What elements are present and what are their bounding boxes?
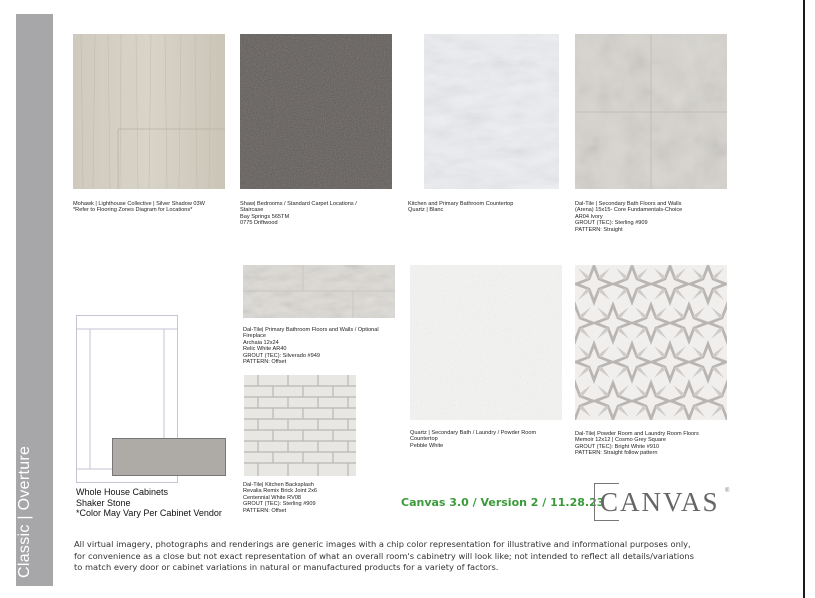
secondary-quartz-caption: Quartz | Secondary Bath / Laundry / Powder Room Countertop Pebble White [410,430,537,449]
canvas-logo [594,483,730,520]
flooring-caption: Mohawk | Lighthouse Collective | Silver Shadow 03W *Refer to Flooring Zones Diagram for Locations* [73,201,205,214]
version-label: Canvas 3.0 / Version 2 / 11.28.23 [401,496,605,509]
countertop-caption: Kitchen and Primary Bathroom Countertop Quartz | Blanc [408,201,514,214]
primary-bath-floor-caption: Dal-Tile| Primary Bathroom Floors and Walls / Optional Fireplace Archaia 12x24 Relic White AR40 GROUT (TEC): Silverado #949 PATTERN: Offset [243,327,379,366]
powder-room-floor-caption: Dal-Tile| Powder Room and Laundry Room Floors Memoir 12x12 | Cosmo Grey Square GROUT (TEC): Bright White #910 PATTERN: Straight follow pattern [575,431,699,457]
page-border [803,0,805,598]
powder-room-floor-swatch [575,265,727,420]
primary-bath-floor-swatch [243,265,395,318]
logo-trademark: ® [725,488,730,494]
flooring-swatch [73,34,225,189]
countertop-swatch [424,34,559,189]
collection-title: Classic | Overture [16,445,33,578]
logo-text: CANVAS [600,487,720,517]
kitchen-backsplash-swatch [244,375,356,476]
kitchen-backsplash-caption: Dal-Tile| Kitchen Backsplash Revalia Remix Brick Joint 2x6 Centennial White RV08 GROUT (TEC): Sterling #909 PATTERN: Offset [243,482,317,514]
disclaimer-text: All virtual imagery, photographs and renderings are generic images with a chip color representation for illustrative and informational purposes only, for convenience as a close but not exact representation of what an overall room's cabinetry will look like; not intended to reflect all details/variations to match every door or cabinet variations in natural or manufactured products for a variety of factors. [74,539,694,572]
carpet-caption: Shaw| Bedrooms / Standard Carpet Locations / Staircase Bay Springs 565TM 0775 Driftwood [240,201,357,227]
secondary-bath-floor-caption: Dal-Tile | Secondary Bath Floors and Walls (Arena) 15x15- Core Fundamentals-Choice AR04 Ivory GROUT (TEC): Sterling #909 PATTERN: Straight [575,201,683,233]
secondary-quartz-swatch [410,265,562,420]
secondary-bath-floor-swatch [575,34,727,189]
carpet-swatch [240,34,392,189]
cabinet-caption: Whole House Cabinets Shaker Stone *Color May Vary Per Cabinet Vendor [76,487,222,518]
cabinet-color-chip [112,438,226,476]
